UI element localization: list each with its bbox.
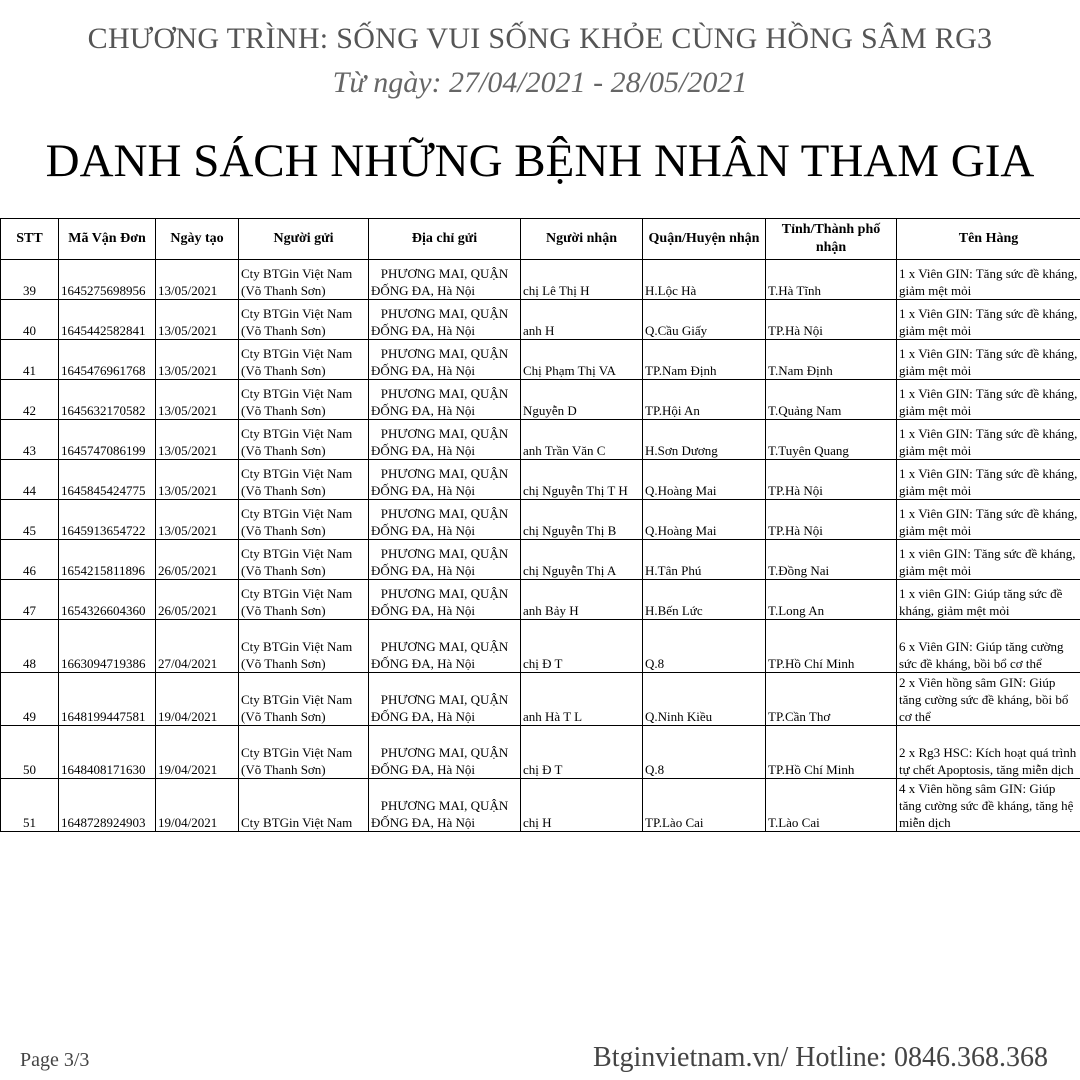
cell-product: 1 x Viên GIN: Tăng sức đề kháng, giảm mệt mỏi (897, 260, 1080, 300)
cell-province: T.Hà Tĩnh (766, 260, 897, 300)
page-title: DANH SÁCH NHỮNG BỆNH NHÂN THAM GIA (45, 135, 1035, 187)
cell-tracking-code: 1645632170582 (59, 380, 156, 420)
cell-created-date: 19/04/2021 (156, 779, 239, 832)
cell-product: 1 x Viên GIN: Tăng sức đề kháng, giảm mệt mỏi (897, 500, 1080, 540)
cell-sender (239, 340, 369, 380)
cell-created-date: 13/05/2021 (156, 420, 239, 460)
sender-company: Cty BTGin Việt Nam (241, 815, 353, 830)
cell-product: 1 x Viên GIN: Tăng sức đề kháng, giảm mệt mỏi (897, 380, 1080, 420)
cell-sender-address (369, 779, 521, 832)
cell-district: H.Lộc Hà (643, 260, 766, 300)
address-line-1: PHƯƠNG MAI, QUẬN (380, 426, 509, 441)
cell-district: Q.Ninh Kiều (643, 673, 766, 726)
cell-province: T.Long An (766, 580, 897, 620)
cell-created-date: 26/05/2021 (156, 540, 239, 580)
cell-product: 2 x Rg3 HSC: Kích hoạt quá trình tự chết Apoptosis, tăng miễn dịch (897, 726, 1080, 779)
cell-recipient: anh Hà T L (521, 673, 643, 726)
sender-company: Cty BTGin Việt Nam (241, 546, 353, 561)
cell-sender-address (369, 726, 521, 779)
cell-sender (239, 779, 369, 832)
cell-province: TP.Hồ Chí Minh (766, 726, 897, 779)
cell-district: Q.Hoàng Mai (643, 460, 766, 500)
cell-product: 1 x Viên GIN: Tăng sức đề kháng, giảm mệt mỏi (897, 460, 1080, 500)
cell-stt: 39 (1, 260, 59, 300)
address-line-1: PHƯƠNG MAI, QUẬN (380, 546, 509, 561)
cell-stt: 45 (1, 500, 59, 540)
address-line-2: ĐỐNG ĐA, Hà Nội (371, 523, 475, 538)
cell-sender-address (369, 620, 521, 673)
cell-sender (239, 260, 369, 300)
cell-stt: 50 (1, 726, 59, 779)
cell-district: TP.Nam Định (643, 340, 766, 380)
table-row (1, 726, 1080, 779)
table-row (1, 540, 1080, 580)
cell-product: 6 x Viên GIN: Giúp tăng cường sức đề kháng, bồi bổ cơ thể (897, 620, 1080, 673)
cell-tracking-code: 1654326604360 (59, 580, 156, 620)
sender-company: Cty BTGin Việt Nam (241, 586, 353, 601)
sender-company: Cty BTGin Việt Nam (241, 266, 353, 281)
page-number: Page 3/3 (20, 1049, 90, 1071)
cell-district: TP.Hội An (643, 380, 766, 420)
cell-stt: 49 (1, 673, 59, 726)
cell-tracking-code: 1645747086199 (59, 420, 156, 460)
cell-province: TP.Hồ Chí Minh (766, 620, 897, 673)
cell-recipient: anh Trần Văn C (521, 420, 643, 460)
cell-district: H.Tân Phú (643, 540, 766, 580)
cell-created-date: 27/04/2021 (156, 620, 239, 673)
table-body (1, 260, 1080, 832)
cell-created-date: 13/05/2021 (156, 500, 239, 540)
address-line-2: ĐỐNG ĐA, Hà Nội (371, 403, 475, 418)
cell-product: 1 x Viên GIN: Tăng sức đề kháng, giảm mệt mỏi (897, 420, 1080, 460)
cell-stt: 43 (1, 420, 59, 460)
cell-district: H.Bến Lức (643, 580, 766, 620)
table-row (1, 779, 1080, 832)
cell-sender-address (369, 420, 521, 460)
sender-company: Cty BTGin Việt Nam (241, 306, 353, 321)
cell-sender (239, 673, 369, 726)
program-title: CHƯƠNG TRÌNH: SỐNG VUI SỐNG KHỎE CÙNG HỒNG SÂM RG3 (87, 22, 993, 55)
cell-tracking-code: 1645845424775 (59, 460, 156, 500)
address-line-1: PHƯƠNG MAI, QUẬN (380, 798, 509, 813)
col-nguoi-gui: Người gửi (239, 219, 369, 260)
address-line-1: PHƯƠNG MAI, QUẬN (380, 745, 509, 760)
cell-product: 1 x Viên GIN: Tăng sức đề kháng, giảm mệt mỏi (897, 300, 1080, 340)
cell-stt: 44 (1, 460, 59, 500)
cell-recipient: Nguyễn D (521, 380, 643, 420)
cell-created-date: 13/05/2021 (156, 260, 239, 300)
sender-company: Cty BTGin Việt Nam (241, 745, 353, 760)
address-line-1: PHƯƠNG MAI, QUẬN (380, 506, 509, 521)
cell-province: T.Đồng Nai (766, 540, 897, 580)
cell-sender (239, 460, 369, 500)
cell-sender-address (369, 580, 521, 620)
cell-sender (239, 420, 369, 460)
col-tinh-thanh: Tỉnh/Thành phố nhận (766, 219, 897, 260)
cell-sender-address (369, 500, 521, 540)
cell-created-date: 19/04/2021 (156, 673, 239, 726)
cell-recipient: chị Đ T (521, 620, 643, 673)
cell-sender-address (369, 460, 521, 500)
cell-sender (239, 580, 369, 620)
program-dates: Từ ngày: 27/04/2021 - 28/05/2021 (332, 66, 748, 99)
cell-stt: 42 (1, 380, 59, 420)
cell-recipient: anh H (521, 300, 643, 340)
cell-stt: 51 (1, 779, 59, 832)
cell-created-date: 13/05/2021 (156, 340, 239, 380)
sender-company: Cty BTGin Việt Nam (241, 346, 353, 361)
sender-person: (Võ Thanh Sơn) (241, 762, 326, 777)
cell-recipient: chị Đ T (521, 726, 643, 779)
cell-product: 2 x Viên hồng sâm GIN: Giúp tăng cường sức đề kháng, bồi bổ cơ thể (897, 673, 1080, 726)
sender-company: Cty BTGin Việt Nam (241, 506, 353, 521)
table-row (1, 500, 1080, 540)
address-line-1: PHƯƠNG MAI, QUẬN (380, 346, 509, 361)
sender-person: (Võ Thanh Sơn) (241, 603, 326, 618)
table-row (1, 300, 1080, 340)
cell-product: 4 x Viên hồng sâm GIN: Giúp tăng cường sức đề kháng, tăng hệ miễn dịch (897, 779, 1080, 832)
cell-tracking-code: 1654215811896 (59, 540, 156, 580)
cell-recipient: chị Nguyễn Thị T H (521, 460, 643, 500)
cell-province: T.Tuyên Quang (766, 420, 897, 460)
sender-person: (Võ Thanh Sơn) (241, 443, 326, 458)
cell-product: 1 x viên GIN: Tăng sức đề kháng, giảm mệt mỏi (897, 540, 1080, 580)
cell-product: 1 x Viên GIN: Tăng sức đề kháng, giảm mệt mỏi (897, 340, 1080, 380)
address-line-1: PHƯƠNG MAI, QUẬN (380, 306, 509, 321)
address-line-2: ĐỐNG ĐA, Hà Nội (371, 762, 475, 777)
cell-sender (239, 620, 369, 673)
sender-company: Cty BTGin Việt Nam (241, 466, 353, 481)
address-line-2: ĐỐNG ĐA, Hà Nội (371, 483, 475, 498)
footer-contact: Btginvietnam.vn/ Hotline: 0846.368.368 (593, 1042, 1048, 1073)
table-row (1, 673, 1080, 726)
address-line-2: ĐỐNG ĐA, Hà Nội (371, 815, 475, 830)
cell-province: TP.Cần Thơ (766, 673, 897, 726)
sender-company: Cty BTGin Việt Nam (241, 426, 353, 441)
sender-person: (Võ Thanh Sơn) (241, 523, 326, 538)
cell-province: TP.Hà Nội (766, 300, 897, 340)
cell-province: T.Quảng Nam (766, 380, 897, 420)
table-header-row (1, 219, 1080, 260)
cell-stt: 48 (1, 620, 59, 673)
cell-recipient: chị Nguyễn Thị A (521, 540, 643, 580)
col-stt: STT (1, 219, 59, 260)
cell-created-date: 13/05/2021 (156, 460, 239, 500)
address-line-1: PHƯƠNG MAI, QUẬN (380, 639, 509, 654)
cell-province: TP.Hà Nội (766, 500, 897, 540)
cell-recipient: chị Nguyễn Thị B (521, 500, 643, 540)
cell-tracking-code: 1645476961768 (59, 340, 156, 380)
cell-tracking-code: 1663094719386 (59, 620, 156, 673)
cell-sender (239, 300, 369, 340)
cell-district: H.Sơn Dương (643, 420, 766, 460)
address-line-1: PHƯƠNG MAI, QUẬN (380, 586, 509, 601)
address-line-2: ĐỐNG ĐA, Hà Nội (371, 363, 475, 378)
table-row (1, 620, 1080, 673)
col-ma-van-don: Mã Vận Đơn (59, 219, 156, 260)
sender-company: Cty BTGin Việt Nam (241, 639, 353, 654)
sender-person: (Võ Thanh Sơn) (241, 563, 326, 578)
cell-sender-address (369, 300, 521, 340)
cell-sender-address (369, 673, 521, 726)
cell-tracking-code: 1648728924903 (59, 779, 156, 832)
col-quan-huyen: Quận/Huyện nhận (643, 219, 766, 260)
sender-person: (Võ Thanh Sơn) (241, 656, 326, 671)
sender-person: (Võ Thanh Sơn) (241, 403, 326, 418)
cell-sender-address (369, 540, 521, 580)
address-line-1: PHƯƠNG MAI, QUẬN (380, 466, 509, 481)
table-row (1, 420, 1080, 460)
address-line-2: ĐỐNG ĐA, Hà Nội (371, 603, 475, 618)
table-row (1, 260, 1080, 300)
cell-created-date: 26/05/2021 (156, 580, 239, 620)
cell-stt: 40 (1, 300, 59, 340)
sender-person: (Võ Thanh Sơn) (241, 323, 326, 338)
cell-product: 1 x viên GIN: Giúp tăng sức đề kháng, giảm mệt mỏi (897, 580, 1080, 620)
cell-district: Q.Hoàng Mai (643, 500, 766, 540)
cell-province: T.Lào Cai (766, 779, 897, 832)
cell-stt: 46 (1, 540, 59, 580)
cell-sender (239, 540, 369, 580)
cell-tracking-code: 1648199447581 (59, 673, 156, 726)
cell-created-date: 13/05/2021 (156, 380, 239, 420)
cell-district: Q.8 (643, 620, 766, 673)
address-line-1: PHƯƠNG MAI, QUẬN (380, 266, 509, 281)
cell-sender (239, 500, 369, 540)
table-row (1, 580, 1080, 620)
cell-recipient: Chị Phạm Thị VA (521, 340, 643, 380)
sender-company: Cty BTGin Việt Nam (241, 692, 353, 707)
cell-stt: 41 (1, 340, 59, 380)
cell-sender (239, 380, 369, 420)
cell-sender-address (369, 340, 521, 380)
address-line-2: ĐỐNG ĐA, Hà Nội (371, 283, 475, 298)
cell-tracking-code: 1648408171630 (59, 726, 156, 779)
sender-person: (Võ Thanh Sơn) (241, 283, 326, 298)
cell-tracking-code: 1645275698956 (59, 260, 156, 300)
cell-district: Q.8 (643, 726, 766, 779)
cell-sender-address (369, 260, 521, 300)
col-dia-chi-gui: Địa chỉ gửi (369, 219, 521, 260)
sender-person: (Võ Thanh Sơn) (241, 709, 326, 724)
cell-district: TP.Lào Cai (643, 779, 766, 832)
patient-table (0, 218, 1080, 832)
address-line-2: ĐỐNG ĐA, Hà Nội (371, 563, 475, 578)
cell-recipient: chị Lê Thị H (521, 260, 643, 300)
address-line-1: PHƯƠNG MAI, QUẬN (380, 386, 509, 401)
cell-province: TP.Hà Nội (766, 460, 897, 500)
address-line-2: ĐỐNG ĐA, Hà Nội (371, 443, 475, 458)
cell-tracking-code: 1645913654722 (59, 500, 156, 540)
address-line-1: PHƯƠNG MAI, QUẬN (380, 692, 509, 707)
cell-created-date: 13/05/2021 (156, 300, 239, 340)
sender-person: (Võ Thanh Sơn) (241, 363, 326, 378)
cell-recipient: chị H (521, 779, 643, 832)
cell-recipient: anh Bảy H (521, 580, 643, 620)
address-line-2: ĐỐNG ĐA, Hà Nội (371, 709, 475, 724)
cell-sender-address (369, 380, 521, 420)
cell-created-date: 19/04/2021 (156, 726, 239, 779)
cell-sender (239, 726, 369, 779)
col-ngay-tao: Ngày tạo (156, 219, 239, 260)
table-row (1, 380, 1080, 420)
address-line-2: ĐỐNG ĐA, Hà Nội (371, 323, 475, 338)
col-ten-hang: Tên Hàng (897, 219, 1080, 260)
sender-person: (Võ Thanh Sơn) (241, 483, 326, 498)
cell-stt: 47 (1, 580, 59, 620)
sender-company: Cty BTGin Việt Nam (241, 386, 353, 401)
table-row (1, 460, 1080, 500)
table-row (1, 340, 1080, 380)
cell-tracking-code: 1645442582841 (59, 300, 156, 340)
cell-district: Q.Cầu Giấy (643, 300, 766, 340)
cell-province: T.Nam Định (766, 340, 897, 380)
col-nguoi-nhan: Người nhận (521, 219, 643, 260)
address-line-2: ĐỐNG ĐA, Hà Nội (371, 656, 475, 671)
